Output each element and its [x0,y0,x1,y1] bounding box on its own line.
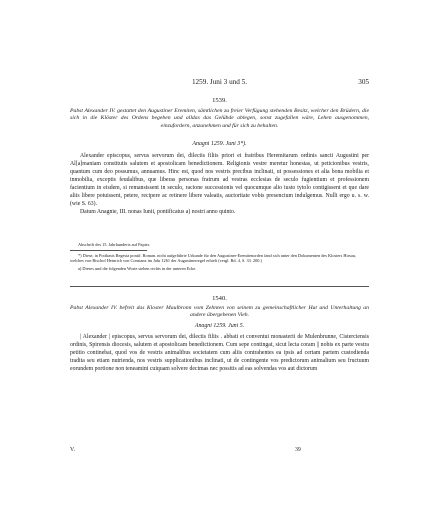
doc2-paragraph: | Alexander | episcopus, servus servorum dei, dilectis filiis . abbati et conventui monasterii de Mulenbrunne, Cisterciensis ordinis, Spirensis diocesis, salutem et apostolicam benedictionem. Cum sepe contingat, sicut lecta coram || nobis ex parte vestra petitio continebat, quod vos de vestris animalibus societatem cum aliis contrahentes ea ipsis ad certam partem custodienda tradita seu etiam nutrienda, nos vestris supplicationibus inclinati, ut de contingente vos predictorum animalium seu fructuum eorundem portione non teneamini cuiquam solvere decimas nec possitis ad eas solvendas vos aut dictorum [70,334,369,372]
running-header [70,78,369,88]
doc2-summary: Pabst Alexander IV. befreit das Kloster Maulbronn vom Zehnten von seinem zu gemeinschaftlicher Hut und Unterhaltung an andere übergebenen Vieh. [70,305,369,319]
page-footer [70,447,369,455]
doc1-number: 1539. [212,97,227,104]
doc1-footnotes [70,253,369,271]
doc1-text [70,152,369,216]
doc1-dateline: Anagni 1259. Juni 3*). [192,141,247,147]
page-number: 305 [358,78,369,86]
footnote-star: *) Diese, in Potthasts Regesta pontif. Roman. nicht aufgeführte Urkunde für den Augustiner-Eremitenorden fand sich unter den Dokumenten des Klosters Hirsau, welches von Bischof Heinrich von Constanz im Jahr 1261 der Augustinerregel erhielt (vergl. Bd. 4, S. 33. 200.) [70,253,356,264]
doc1-summary: Pabst Alexander IV. gestattet den Augustiner Eremiten, sämtlichen zu freier Verfügung stehenden Besitz, welcher den Brüdern, die sich in die Klöster des Ordens begeben und alldas das Gelübde ablegen, sonst zugefallen wäre, Lehen ausgenommen, einzufordern, anzunehmen und für sich zu behalten. [70,108,369,129]
signature-mark-left: V. [70,447,75,453]
header-title: 1259. Juni 3 und 5. [191,78,248,86]
doc1-paragraph: Datum Anagnie, III. nonas Iunii, pontificatus a) nostri anno quinto. [80,209,236,215]
doc1-source-note: Abschrift des 15. Jahrhunderts auf Papier. [78,242,150,247]
signature-mark-right: 39 [295,447,301,453]
doc2-text [70,333,369,373]
doc1-paragraph: Alexander episcopus, servus servorum dei, dilectis filiis priori et fratribus Heremitarum ordinis sancti Augustini per Al[a]maniam constitutis salutem et apostolicam benedictionem. Religionis vestre meretur honestas, ut peticionibus vestris, quantum cum deo possumus, annuamus. Hinc est, quod nos vestris precibus inclinati, ut possessiones et alia bona mobilia et inmobilia, exceptis feudalibus, que liberas personas fratrum ad vestras ecclesias de seculo fugientium et professionem facientium in eisdem, si remansissent in seculo, racione successionis vel quocumque alio iusto tytolo contigissent et que dare aliis libere potuissent, petere, recipere ac retinere libere valeatis, auctoritate vobis presencium indulgemus. Nulli ergo u. s. w. (wie S. 63). [70,153,369,207]
footnote-a: a) Dieses und die folgenden Worte stehen rechts in der unteren Ecke. [78,265,197,271]
doc2-dateline: Anagni 1259. Juni 5. [194,323,245,329]
document-divider [70,286,369,287]
footnote-separator [70,250,147,251]
doc2-number: 1540. [212,295,227,302]
